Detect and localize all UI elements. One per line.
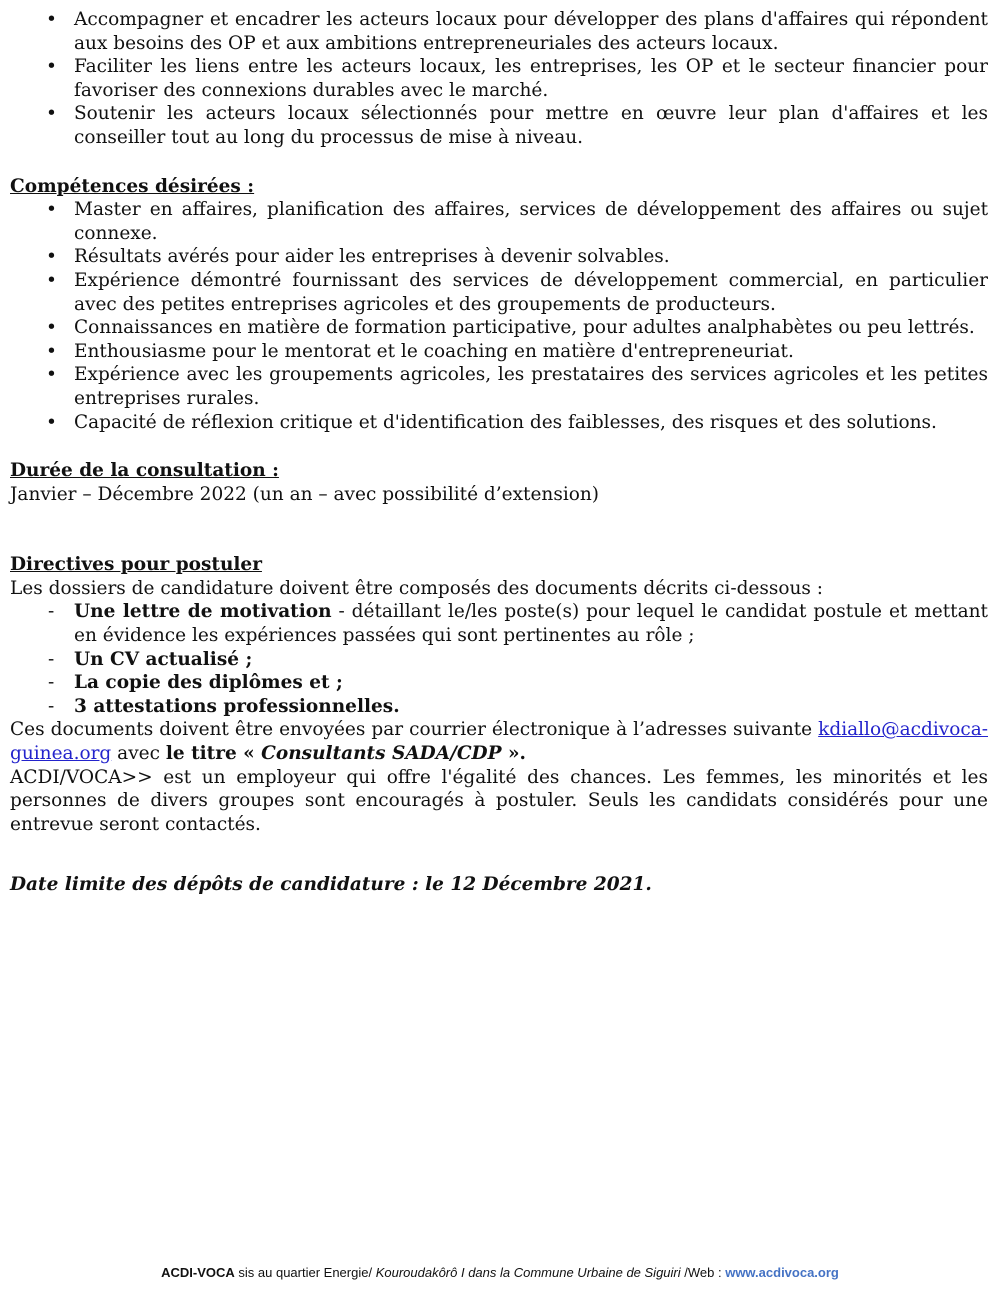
bullet-text: Capacité de réflexion critique et d'identification des faiblesses, des risques et des solutions.: [74, 411, 937, 433]
bullet-text: Soutenir les acteurs locaux sélectionnés pour mettre en œuvre leur plan d'affaires et les conseiller tout au long du processus de mise à niveau.: [74, 103, 988, 148]
dash-icon: -: [48, 695, 55, 717]
list-item: [10, 340, 988, 364]
section-heading-duree: Durée de la consultation :: [10, 460, 279, 482]
page-footer: [0, 1265, 1000, 1281]
list-item: [10, 648, 988, 672]
footer-text: /Web :: [684, 1265, 726, 1280]
document-name: La copie des diplômes et ;: [74, 672, 343, 694]
email-link[interactable]: kdiallo@acdivoca-guinea.org: [10, 719, 988, 765]
document-name: 3 attestations professionnelles.: [74, 695, 400, 717]
bullet-icon: •: [46, 340, 57, 362]
footer-text: sis au quartier Energie/: [234, 1265, 376, 1280]
list-item: [10, 198, 988, 245]
documents-dash-list: [10, 600, 988, 718]
list-item: [10, 671, 988, 695]
website-link[interactable]: www.acdivoca.org: [725, 1265, 839, 1280]
document-desc: - détaillant le/les poste(s) pour lequel le candidat postule et mettant en évidence les expériences passées qui sont pertinentes au rôle ;: [74, 601, 988, 647]
contact-paragraph: [10, 718, 988, 765]
section-heading-directives: Directives pour postuler: [10, 554, 262, 576]
footer-org-name: ACDI-VOCA: [161, 1265, 235, 1280]
bullet-icon: •: [46, 103, 57, 125]
dash-icon: -: [48, 648, 55, 670]
bullet-text: Connaissances en matière de formation participative, pour adultes analphabètes ou peu lettrés.: [74, 317, 975, 339]
list-item: [10, 363, 988, 410]
dash-icon: -: [48, 601, 55, 623]
list-item: [10, 8, 988, 55]
section-heading-competences: Compétences désirées :: [10, 175, 255, 197]
dash-icon: -: [48, 672, 55, 694]
bullet-text: Enthousiasme pour le mentorat et le coaching en matière d'entrepreneuriat.: [74, 340, 794, 362]
document-name: Un CV actualisé ;: [74, 648, 253, 670]
bullet-icon: •: [46, 56, 57, 78]
bullet-icon: •: [46, 317, 57, 339]
deadline-text: Date limite des dépôts de candidature : le 12 Décembre 2021.: [10, 874, 652, 896]
list-item: [10, 600, 988, 647]
title-end: ».: [501, 743, 526, 765]
footer-location: Kouroudakôrô I dans la Commune Urbaine de Siguiri: [375, 1265, 685, 1280]
bullet-icon: •: [46, 364, 57, 386]
list-item: [10, 269, 988, 316]
bullet-icon: •: [46, 246, 57, 268]
list-item: [10, 316, 988, 340]
contact-mid-text: avec: [111, 743, 166, 765]
list-item: [10, 55, 988, 102]
bullet-icon: •: [46, 199, 57, 221]
contact-pre-text: Ces documents doivent être envoyées par courrier électronique à l’adresses suivante: [10, 719, 819, 741]
bullet-text: Master en affaires, planification des affaires, services de développement des affaires ou sujet connexe.: [74, 199, 988, 244]
directives-intro: Les dossiers de candidature doivent être composés des documents décrits ci-dessous :: [10, 577, 824, 599]
bullet-text: Accompagner et encadrer les acteurs locaux pour développer des plans d'affaires qui répondent aux besoins des OP et aux ambitions entrepreneuriales des acteurs locaux.: [74, 9, 988, 54]
list-item: [10, 245, 988, 269]
title-value: Consultants SADA/CDP: [261, 743, 502, 765]
list-item: [10, 695, 988, 719]
title-label: le titre «: [165, 743, 262, 765]
bullet-icon: •: [46, 411, 57, 433]
list-item: [10, 102, 988, 149]
bullet-text: Expérience avec les groupements agricoles, les prestataires des services agricoles et les petites entreprises rurales.: [74, 364, 988, 409]
bullet-icon: •: [46, 269, 57, 291]
equal-opportunity-paragraph: ACDI/VOCA>> est un employeur qui offre l'égalité des chances. Les femmes, les minorités et les personnes de divers groupes sont encouragés à postuler. Seuls les candidats considérés pour une entrevue seront contactés.: [10, 766, 988, 835]
bullet-icon: •: [46, 9, 57, 30]
bullet-text: Résultats avérés pour aider les entreprises à devenir solvables.: [74, 246, 670, 268]
document-name: Une lettre de motivation: [74, 601, 332, 623]
intro-bullet-list: [10, 8, 988, 150]
duree-text: Janvier – Décembre 2022 (un an – avec possibilité d’extension): [10, 483, 600, 505]
competences-bullet-list: [10, 198, 988, 434]
bullet-text: Expérience démontré fournissant des services de développement commercial, en particulier avec des petites entreprises agricoles et des groupements de producteurs.: [74, 269, 988, 315]
bullet-text: Faciliter les liens entre les acteurs locaux, les entreprises, les OP et le secteur financier pour favoriser des connexions durables avec le marché.: [74, 56, 988, 101]
list-item: [10, 411, 988, 435]
